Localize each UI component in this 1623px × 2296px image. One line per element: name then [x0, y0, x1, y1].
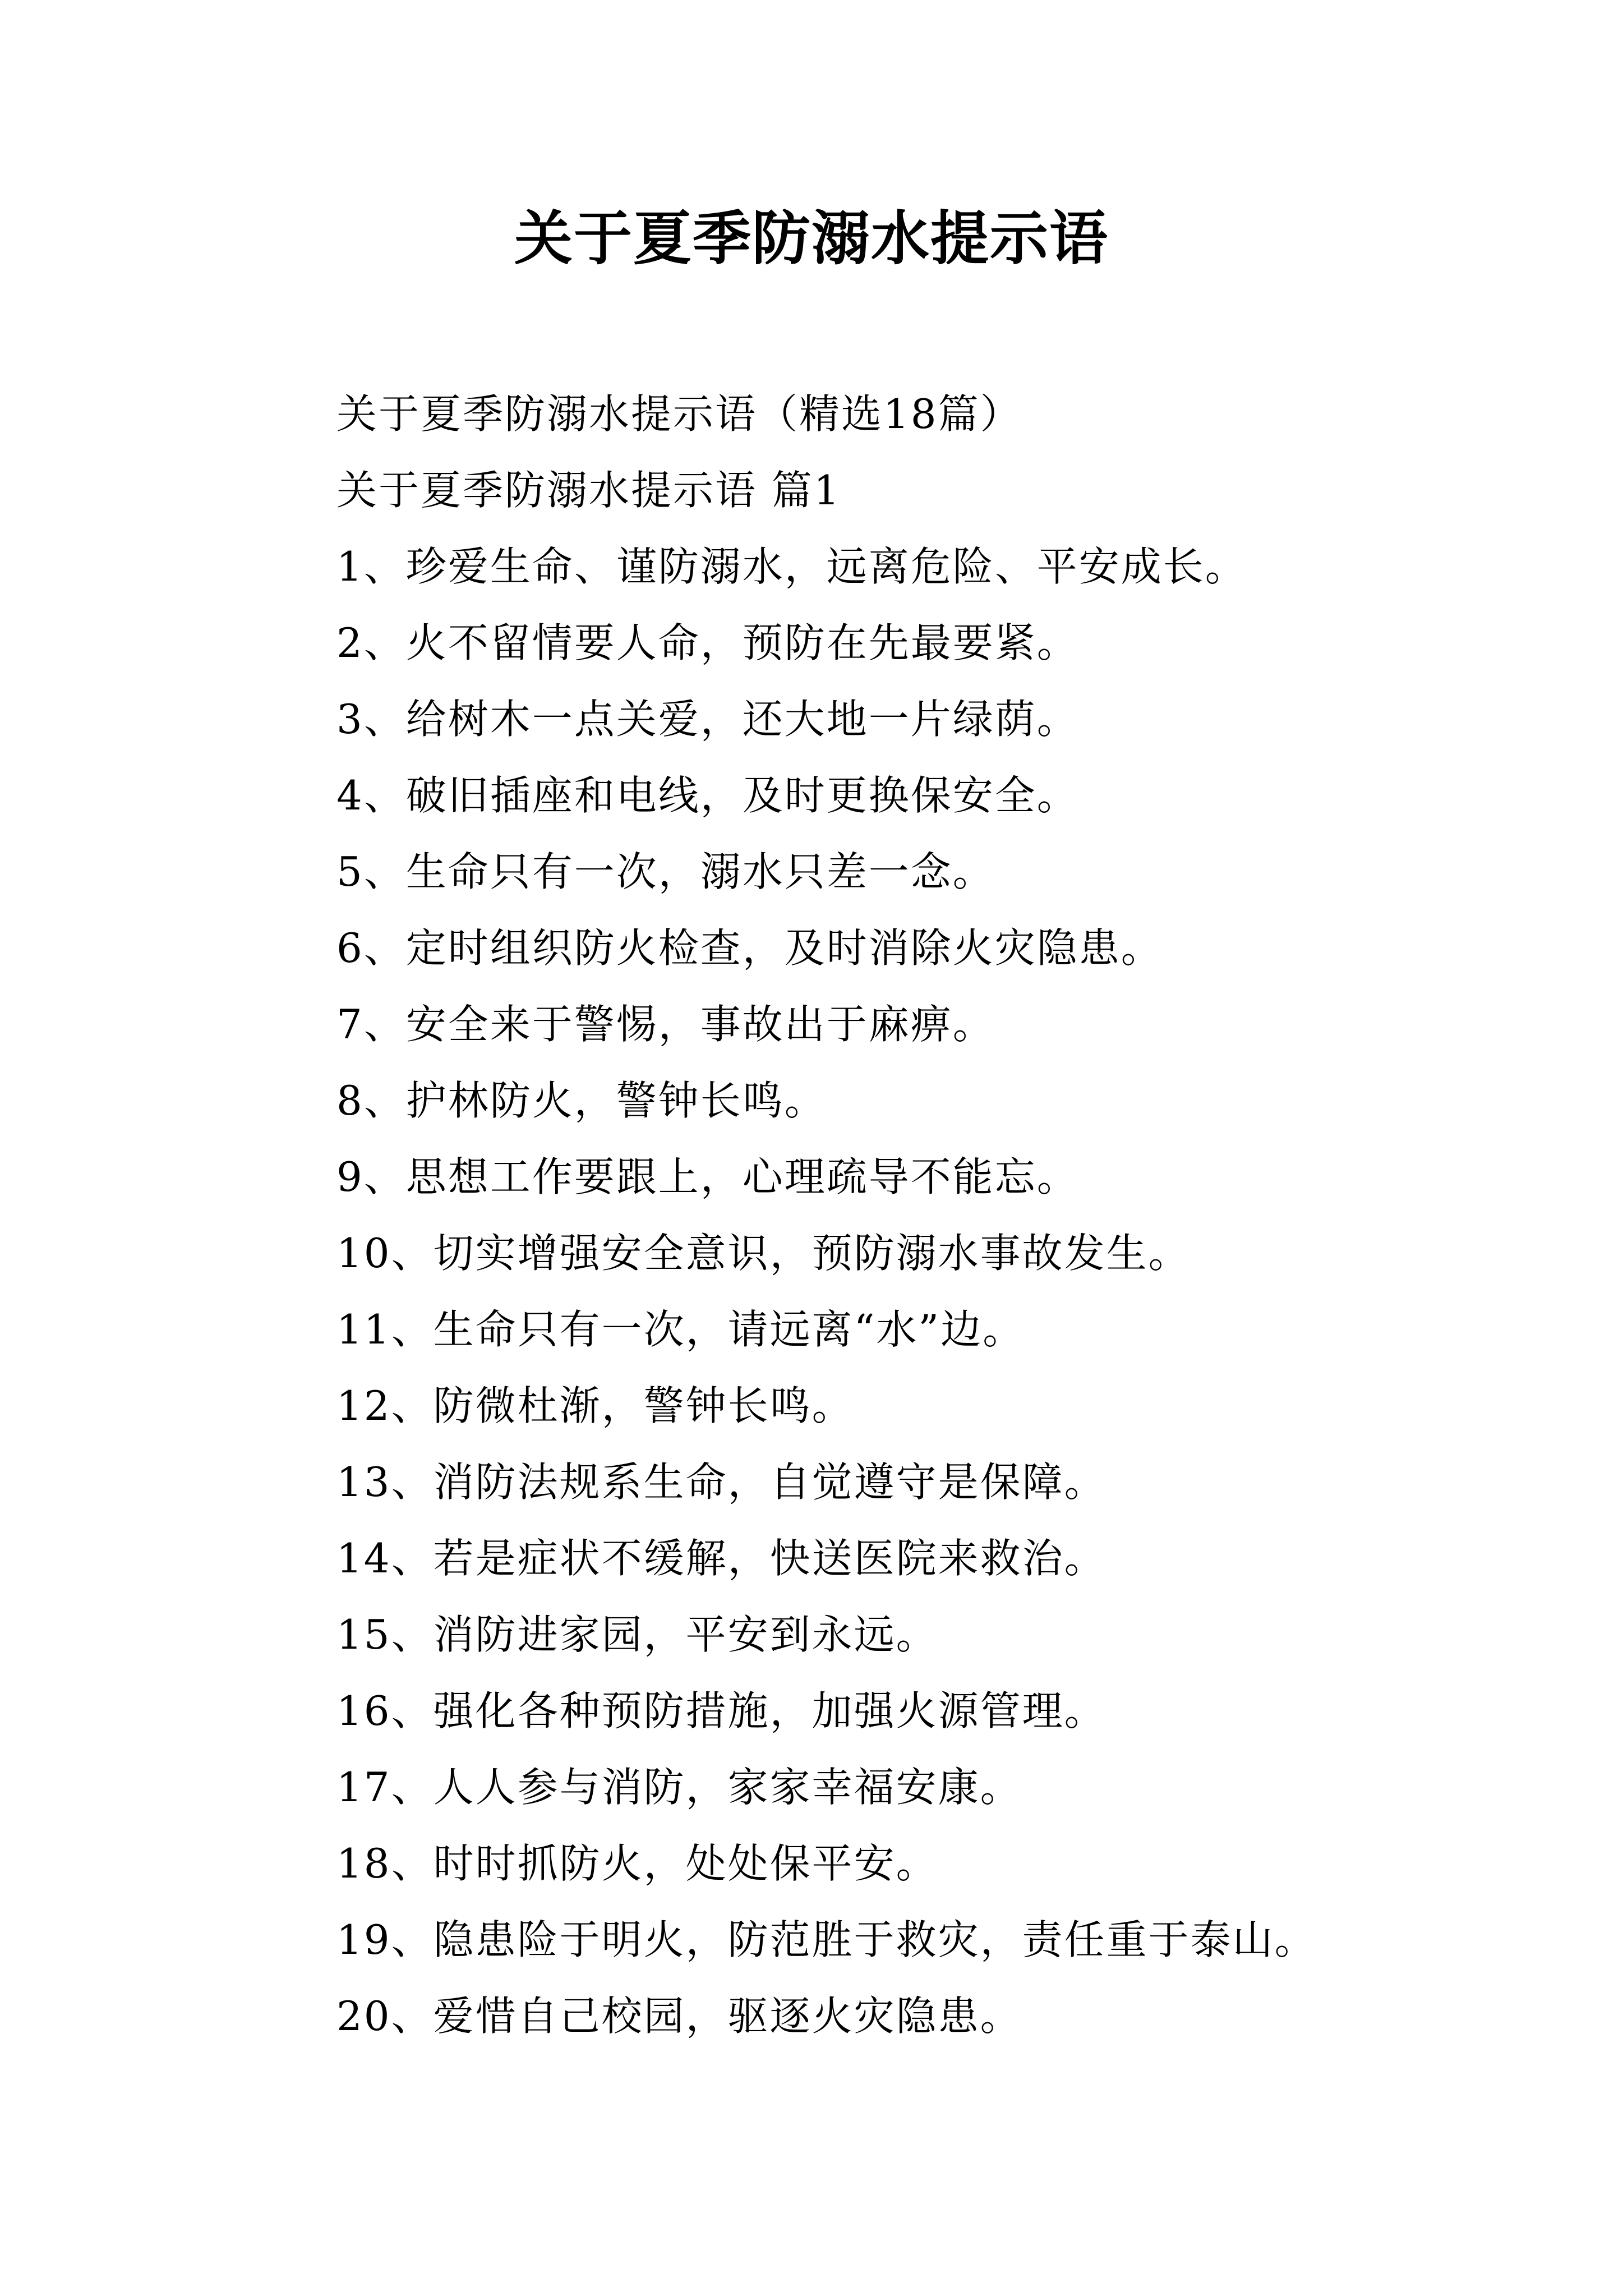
list-item: 9、思想工作要跟上，心理疏导不能忘。 — [336, 1153, 1079, 1200]
document-title: 关于夏季防溺水提示语 — [514, 204, 1109, 273]
document-body — [336, 376, 1542, 2054]
document-subtitle: 关于夏季防溺水提示语（精选18篇） — [336, 390, 1022, 438]
list-item: 16、强化各种预防措施，加强火源管理。 — [336, 1687, 1106, 1734]
list-item: 13、消防法规系生命，自觉遵守是保障。 — [336, 1458, 1106, 1506]
list-item: 19、隐患险于明火，防范胜于救灾，责任重于泰山。 — [336, 1916, 1317, 1963]
list-item: 18、时时抓防火，处处保平安。 — [336, 1840, 938, 1887]
list-item: 11、生命只有一次，请远离“水”边。 — [336, 1306, 1025, 1353]
list-item: 3、给树木一点关爱，还大地一片绿荫。 — [336, 696, 1079, 743]
list-item: 12、防微杜渐，警钟长鸣。 — [336, 1382, 854, 1429]
list-item: 17、人人参与消防，家家幸福安康。 — [336, 1764, 1022, 1811]
list-item: 8、护林防火，警钟长鸣。 — [336, 1077, 827, 1124]
list-item: 4、破旧插座和电线，及时更换保安全。 — [336, 772, 1079, 819]
section-heading: 关于夏季防溺水提示语 篇1 — [336, 467, 841, 514]
list-item: 6、定时组织防火检查，及时消除火灾隐患。 — [336, 924, 1163, 972]
list-item: 5、生命只有一次，溺水只差一念。 — [336, 848, 995, 895]
list-item: 10、切实增强安全意识，预防溺水事故发生。 — [336, 1230, 1191, 1277]
list-item: 7、安全来于警惕，事故出于麻痹。 — [336, 1001, 995, 1048]
list-item: 1、珍爱生命、谨防溺水，远离危险、平安成长。 — [336, 543, 1247, 590]
list-item: 14、若是症状不缓解，快送医院来救治。 — [336, 1535, 1106, 1582]
list-item: 2、火不留情要人命，预防在先最要紧。 — [336, 619, 1079, 666]
list-item: 15、消防进家园，平安到永远。 — [336, 1611, 938, 1658]
list-item: 20、爱惜自己校园，驱逐火灾隐患。 — [336, 1993, 1022, 2040]
